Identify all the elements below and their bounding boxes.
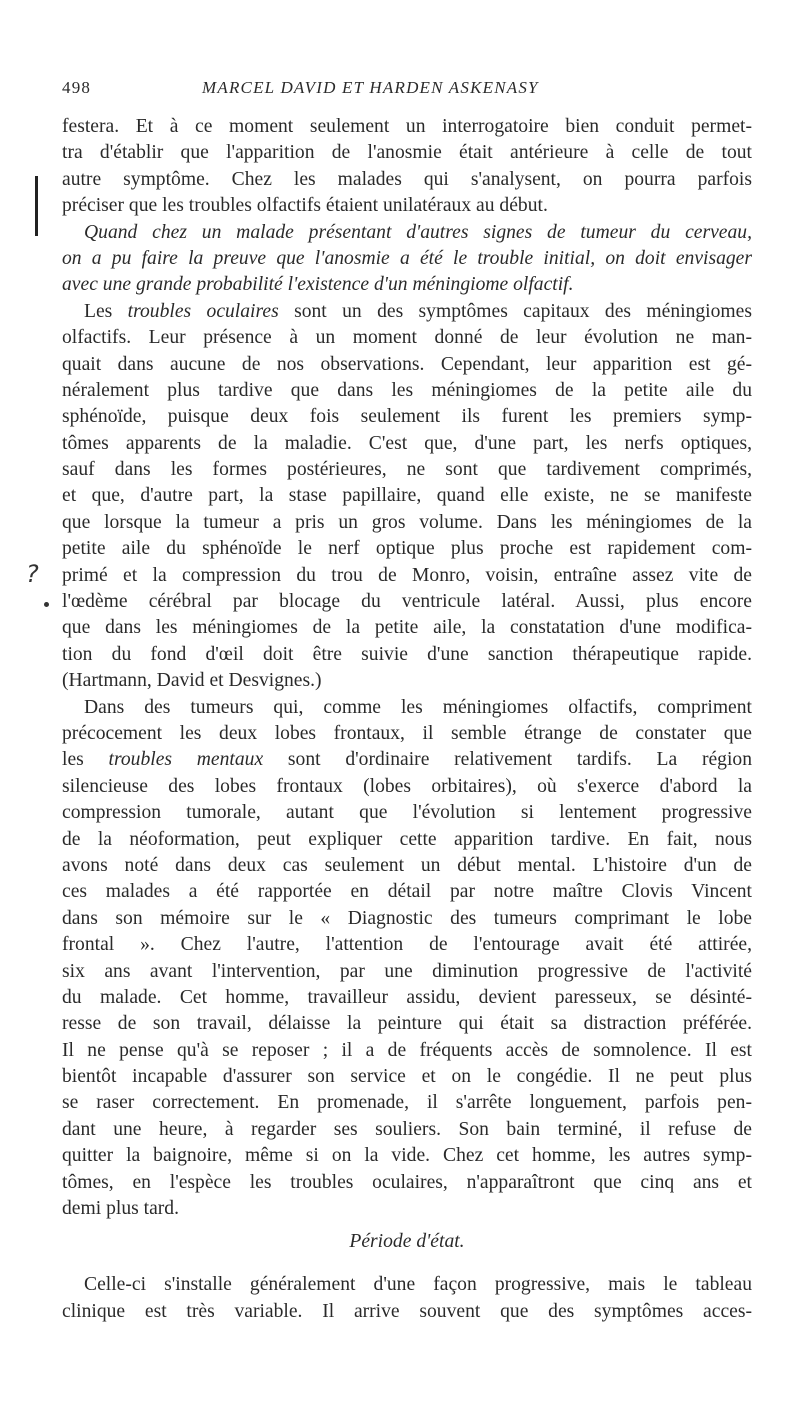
body-text — [62, 114, 752, 1325]
running-head: MARCEL DAVID ET HARDEN ASKENASY — [202, 78, 539, 97]
text-line: bientôt incapable d'assurer son service et on le congédie. Il ne peut plus — [62, 1066, 752, 1088]
text-line: tômes apparents de la maladie. C'est que, d'une part, les nerfs optiques, — [62, 432, 752, 454]
emphasis: troubles oculaires — [127, 300, 279, 322]
text-fragment: les — [62, 749, 109, 771]
page-header — [62, 78, 752, 102]
text-line: quait dans aucune de nos observations. Cependant, leur apparition est gé- — [62, 353, 752, 375]
text-line: petite aile du sphénoïde le nerf optique plus proche est rapidement com- — [62, 538, 752, 560]
text-fragment: sont d'ordinaire relativement tardifs. La région — [263, 749, 753, 771]
text-line: compression tumorale, autant que l'évolution si lentement progressive — [62, 802, 752, 824]
text-line: tra d'établir que l'apparition de l'anosmie était antérieure à celle de tout — [62, 142, 752, 164]
text-line: du malade. Cet homme, travailleur assidu, devient paresseux, se désinté- — [62, 986, 752, 1008]
text-line: néralement plus tardive que dans les méningiomes de la petite aile du — [62, 379, 752, 401]
text-fragment: Les — [84, 300, 128, 322]
text-line: primé et la compression du trou de Monro, voisin, entraîne assez vite de — [62, 564, 752, 586]
margin-bar — [35, 176, 38, 236]
text-line: sphénoïde, puisque deux fois seulement ils furent les premiers symp- — [62, 406, 752, 428]
text-line: sauf dans les formes postérieures, ne sont que tardivement comprimés, — [62, 459, 752, 481]
text-line: tion du fond d'œil doit être suivie d'une sanction thérapeutique rapide. — [62, 643, 752, 665]
text-line — [62, 747, 752, 773]
text-line: avec une grande probabilité l'existence d'un méningiome olfactif. — [62, 274, 574, 296]
text-line: de la néoformation, peut expliquer cette apparition tardive. En fait, nous — [62, 828, 752, 850]
text-line: on a pu faire la preuve que l'anosmie a été le trouble initial, on doit envisager — [62, 247, 752, 269]
text-line: avons noté dans deux cas seulement un début mental. L'histoire d'un de — [62, 854, 752, 876]
text-fragment: sont un des symptômes capitaux des méningiomes — [278, 300, 752, 322]
margin-dot — [44, 602, 49, 607]
text-line: que lorsque la tumeur a pris un gros volume. Dans les méningiomes de la — [62, 511, 752, 533]
emphasis: troubles mentaux — [108, 749, 264, 771]
text-line: Dans des tumeurs qui, comme les méningiomes olfactifs, compriment — [84, 696, 752, 718]
text-line: l'œdème cérébral par blocage du ventricule latéral. Aussi, plus encore — [62, 591, 752, 613]
page-number: 498 — [62, 78, 92, 97]
text-line: autre symptôme. Chez les malades qui s'analysent, on pourra parfois — [62, 168, 752, 190]
text-line: demi plus tard. — [62, 1198, 179, 1220]
text-line: frontal ». Chez l'autre, l'attention de l'entourage avait été attirée, — [62, 934, 752, 956]
text-line: resse de son travail, délaisse la peinture qui était sa distraction préférée. — [62, 1013, 752, 1035]
text-line: six ans avant l'intervention, par une diminution progressive de l'activité — [62, 960, 752, 982]
text-line: précocement les deux lobes frontaux, il semble étrange de constater que — [62, 722, 752, 744]
text-line: Celle-ci s'installe généralement d'une façon progressive, mais le tableau — [84, 1274, 752, 1296]
text-line: et que, d'autre part, la stase papillaire, quand elle existe, ne se manifeste — [62, 485, 752, 507]
text-line: se raser correctement. En promenade, il s'arrête longuement, parfois pen- — [62, 1092, 752, 1114]
text-line — [62, 299, 752, 325]
text-line: festera. Et à ce moment seulement un interrogatoire bien conduit permet- — [62, 116, 752, 137]
text-line: Quand chez un malade présentant d'autres signes de tumeur du cerveau, — [84, 221, 752, 243]
text-line: quitter la baignoire, même si on la vide. Chez cet homme, les autres symp- — [62, 1145, 752, 1167]
margin-annotation: ? — [26, 560, 39, 588]
text-line: préciser que les troubles olfactifs étaient unilatéraux au début. — [62, 195, 548, 217]
text-line: (Hartmann, David et Desvignes.) — [62, 670, 322, 692]
section-heading: Période d'état. — [349, 1231, 465, 1253]
text-line: dans son mémoire sur le « Diagnostic des tumeurs comprimant le lobe — [62, 907, 752, 929]
text-line: clinique est très variable. Il arrive souvent que des symptômes acces- — [62, 1300, 752, 1322]
text-line: olfactifs. Leur présence à un moment donné de leur évolution ne man- — [62, 327, 752, 349]
text-line: Il ne pense qu'à se reposer ; il a de fréquents accès de somnolence. Il est — [62, 1039, 752, 1061]
text-line: silencieuse des lobes frontaux (lobes orbitaires), où s'exerce d'abord la — [62, 775, 752, 797]
text-line: que dans les méningiomes de la petite aile, la constatation d'une modifica- — [62, 617, 752, 639]
text-line: ces malades a été rapportée en détail par notre maître Clovis Vincent — [62, 881, 752, 903]
text-line: tômes, en l'espèce les troubles oculaires, n'apparaîtront que cinq ans et — [62, 1171, 752, 1193]
text-line: dant une heure, à regarder ses souliers. Son bain terminé, il refuse de — [62, 1118, 752, 1140]
